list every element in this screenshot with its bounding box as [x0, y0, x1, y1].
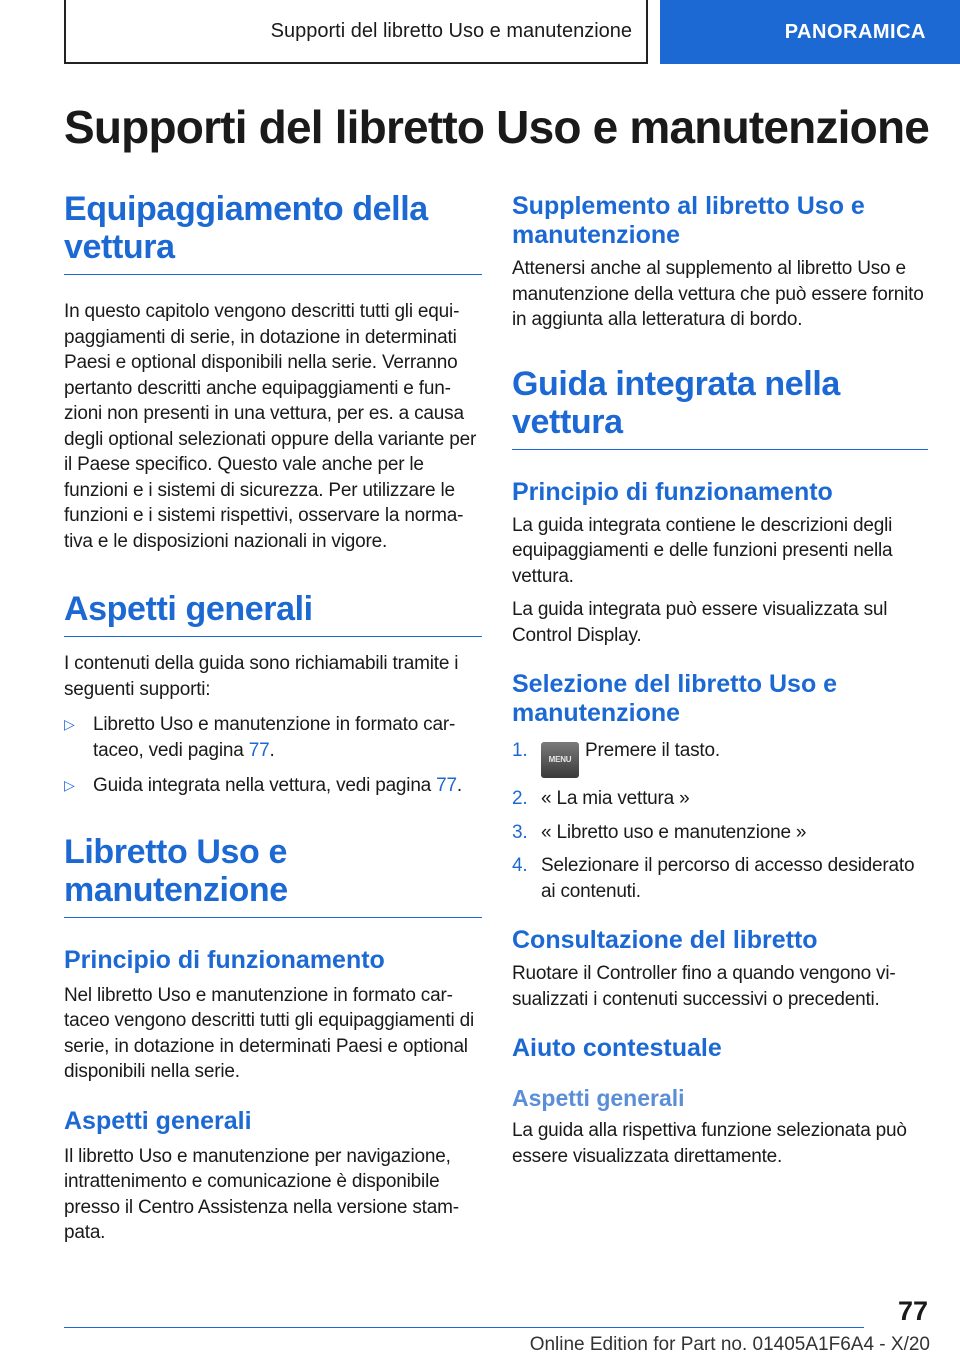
step-number: 4. — [512, 855, 528, 876]
supporti-list — [64, 712, 482, 799]
triangle-bullet-icon: ▷ — [64, 716, 75, 732]
paragraph-aiuto: La guida alla rispettiva funzione selezionata può essere visualizzata direttamente. — [512, 1120, 907, 1167]
subsection-supplemento: Supplemento al libretto Uso e manutenzione — [512, 192, 865, 249]
subsection-aiuto-aspetti: Aspetti generali — [512, 1085, 685, 1111]
step-number: 2. — [512, 788, 528, 809]
step-text: « Libretto uso e manutenzione » — [541, 821, 807, 843]
section-title-guida-integrata: Guida integrata nella vettura — [512, 365, 928, 450]
paragraph-supplemento: Attenersi anche al supplemento al libretto Uso e manutenzione della vettura che può essere fornito in aggiunta alla letteratura di bordo. — [512, 258, 924, 330]
subsection-consultazione: Consultazione del libretto — [512, 926, 818, 954]
step-number: 3. — [512, 821, 528, 843]
header-tab-label: PANORAMICA — [784, 20, 926, 43]
list-item: ▷ Libretto Uso e manutenzione in formato cartaceo, vedi pagina 77. — [64, 714, 456, 761]
paragraph-consultazione: Ruotare il Controller fino a quando vengono visualizzati i contenuti successivi o precedenti. — [512, 963, 896, 1010]
header-section-title — [64, 0, 648, 64]
paragraph-libretto-aspetti: Il libretto Uso e manutenzione per navigazione, intrattenimento e comunicazione è disponibile presso il Centro Assistenza nella versione stampata. — [64, 1145, 460, 1243]
page-number: 77 — [897, 1296, 928, 1326]
step-text: « La mia vettura » — [541, 788, 690, 809]
step-item — [512, 786, 928, 812]
header-section-label: Supporti del libretto Uso e manutenzione — [270, 19, 632, 42]
subsection-principio-guida: Principio di funzionamento — [512, 477, 833, 506]
page-link[interactable]: 77 — [248, 739, 270, 761]
subsection-aiuto: Aiuto contestuale — [512, 1034, 722, 1062]
left-column — [64, 190, 482, 1246]
paragraph-principio: Nel libretto Uso e manutenzione in formato cartaceo vengono descritti tutti gli equipaggiamenti di serie, in dotazione in determinati Paesi e optional disponibili nella serie. — [64, 984, 474, 1082]
section-title-libretto: Libretto Uso e manutenzione — [64, 833, 482, 918]
paragraph-guida-1: La guida integrata contiene le descrizioni degli equipaggiamenti e delle funzioni presenti nella vettura. — [512, 514, 893, 587]
footer-edition: Online Edition for Part no. 01405A1F6A4 - X/20 — [529, 1334, 930, 1355]
list-item-text: Guida integrata nella vettura, vedi pagina — [93, 775, 437, 796]
subsection-selezione: Selezione del libretto Uso e manutenzione — [512, 670, 838, 727]
menu-button-icon: MENU — [541, 742, 579, 778]
step-item — [512, 853, 928, 904]
paragraph-guida-2: La guida integrata può essere visualizzata sul Control Display. — [512, 599, 888, 646]
subsection-aspetti-generali: Aspetti generali — [64, 1106, 252, 1135]
header-tab-panoramica[interactable] — [660, 0, 960, 64]
page-link[interactable]: 77 — [436, 775, 457, 796]
subsection-principio: Principio di funzionamento — [64, 945, 385, 974]
paragraph-equipaggiamento: In questo capitolo vengono descritti tutti gli equipaggiamenti di serie, in dotazione in determinati Paesi e optional disponibili nella serie. Verranno pertanto descritti anche equipaggiamenti e funzioni non presenti in una vettura, per es. a causa degli optional selezionati oppure della variante per il Paese specifico. Questo vale anche per le funzioni e i sistemi di sicurezza. Per utilizzare le funzioni e i sistemi rispettivi, osservare la normativa e le disposizioni nazionali in vigore. — [64, 301, 477, 552]
list-item: ▷ Guida integrata nella vettura, vedi pagina 77. — [64, 773, 482, 799]
step-number: 1. — [512, 740, 528, 761]
step-text: Selezionare il percorso di accesso desiderato ai contenuti. — [541, 855, 915, 902]
list-item-text: Libretto Uso e manutenzione in formato cartaceo, vedi pagina — [93, 714, 456, 761]
step-text: Premere il tasto. — [585, 740, 720, 761]
step-item — [512, 820, 928, 846]
page-title: Supporti del libretto Uso e manutenzione — [64, 101, 930, 153]
paragraph-aspetti-generali: I contenuti della guida sono richiamabili tramite i seguenti supporti: — [64, 653, 459, 700]
steps-list — [512, 738, 928, 904]
footer-divider — [64, 1327, 864, 1328]
section-title-equipaggiamento: Equipaggiamento della vettura — [64, 190, 482, 275]
right-column — [512, 192, 928, 1169]
section-title-aspetti-generali: Aspetti generali — [64, 590, 482, 637]
triangle-bullet-icon: ▷ — [64, 777, 75, 793]
step-item — [512, 738, 928, 778]
